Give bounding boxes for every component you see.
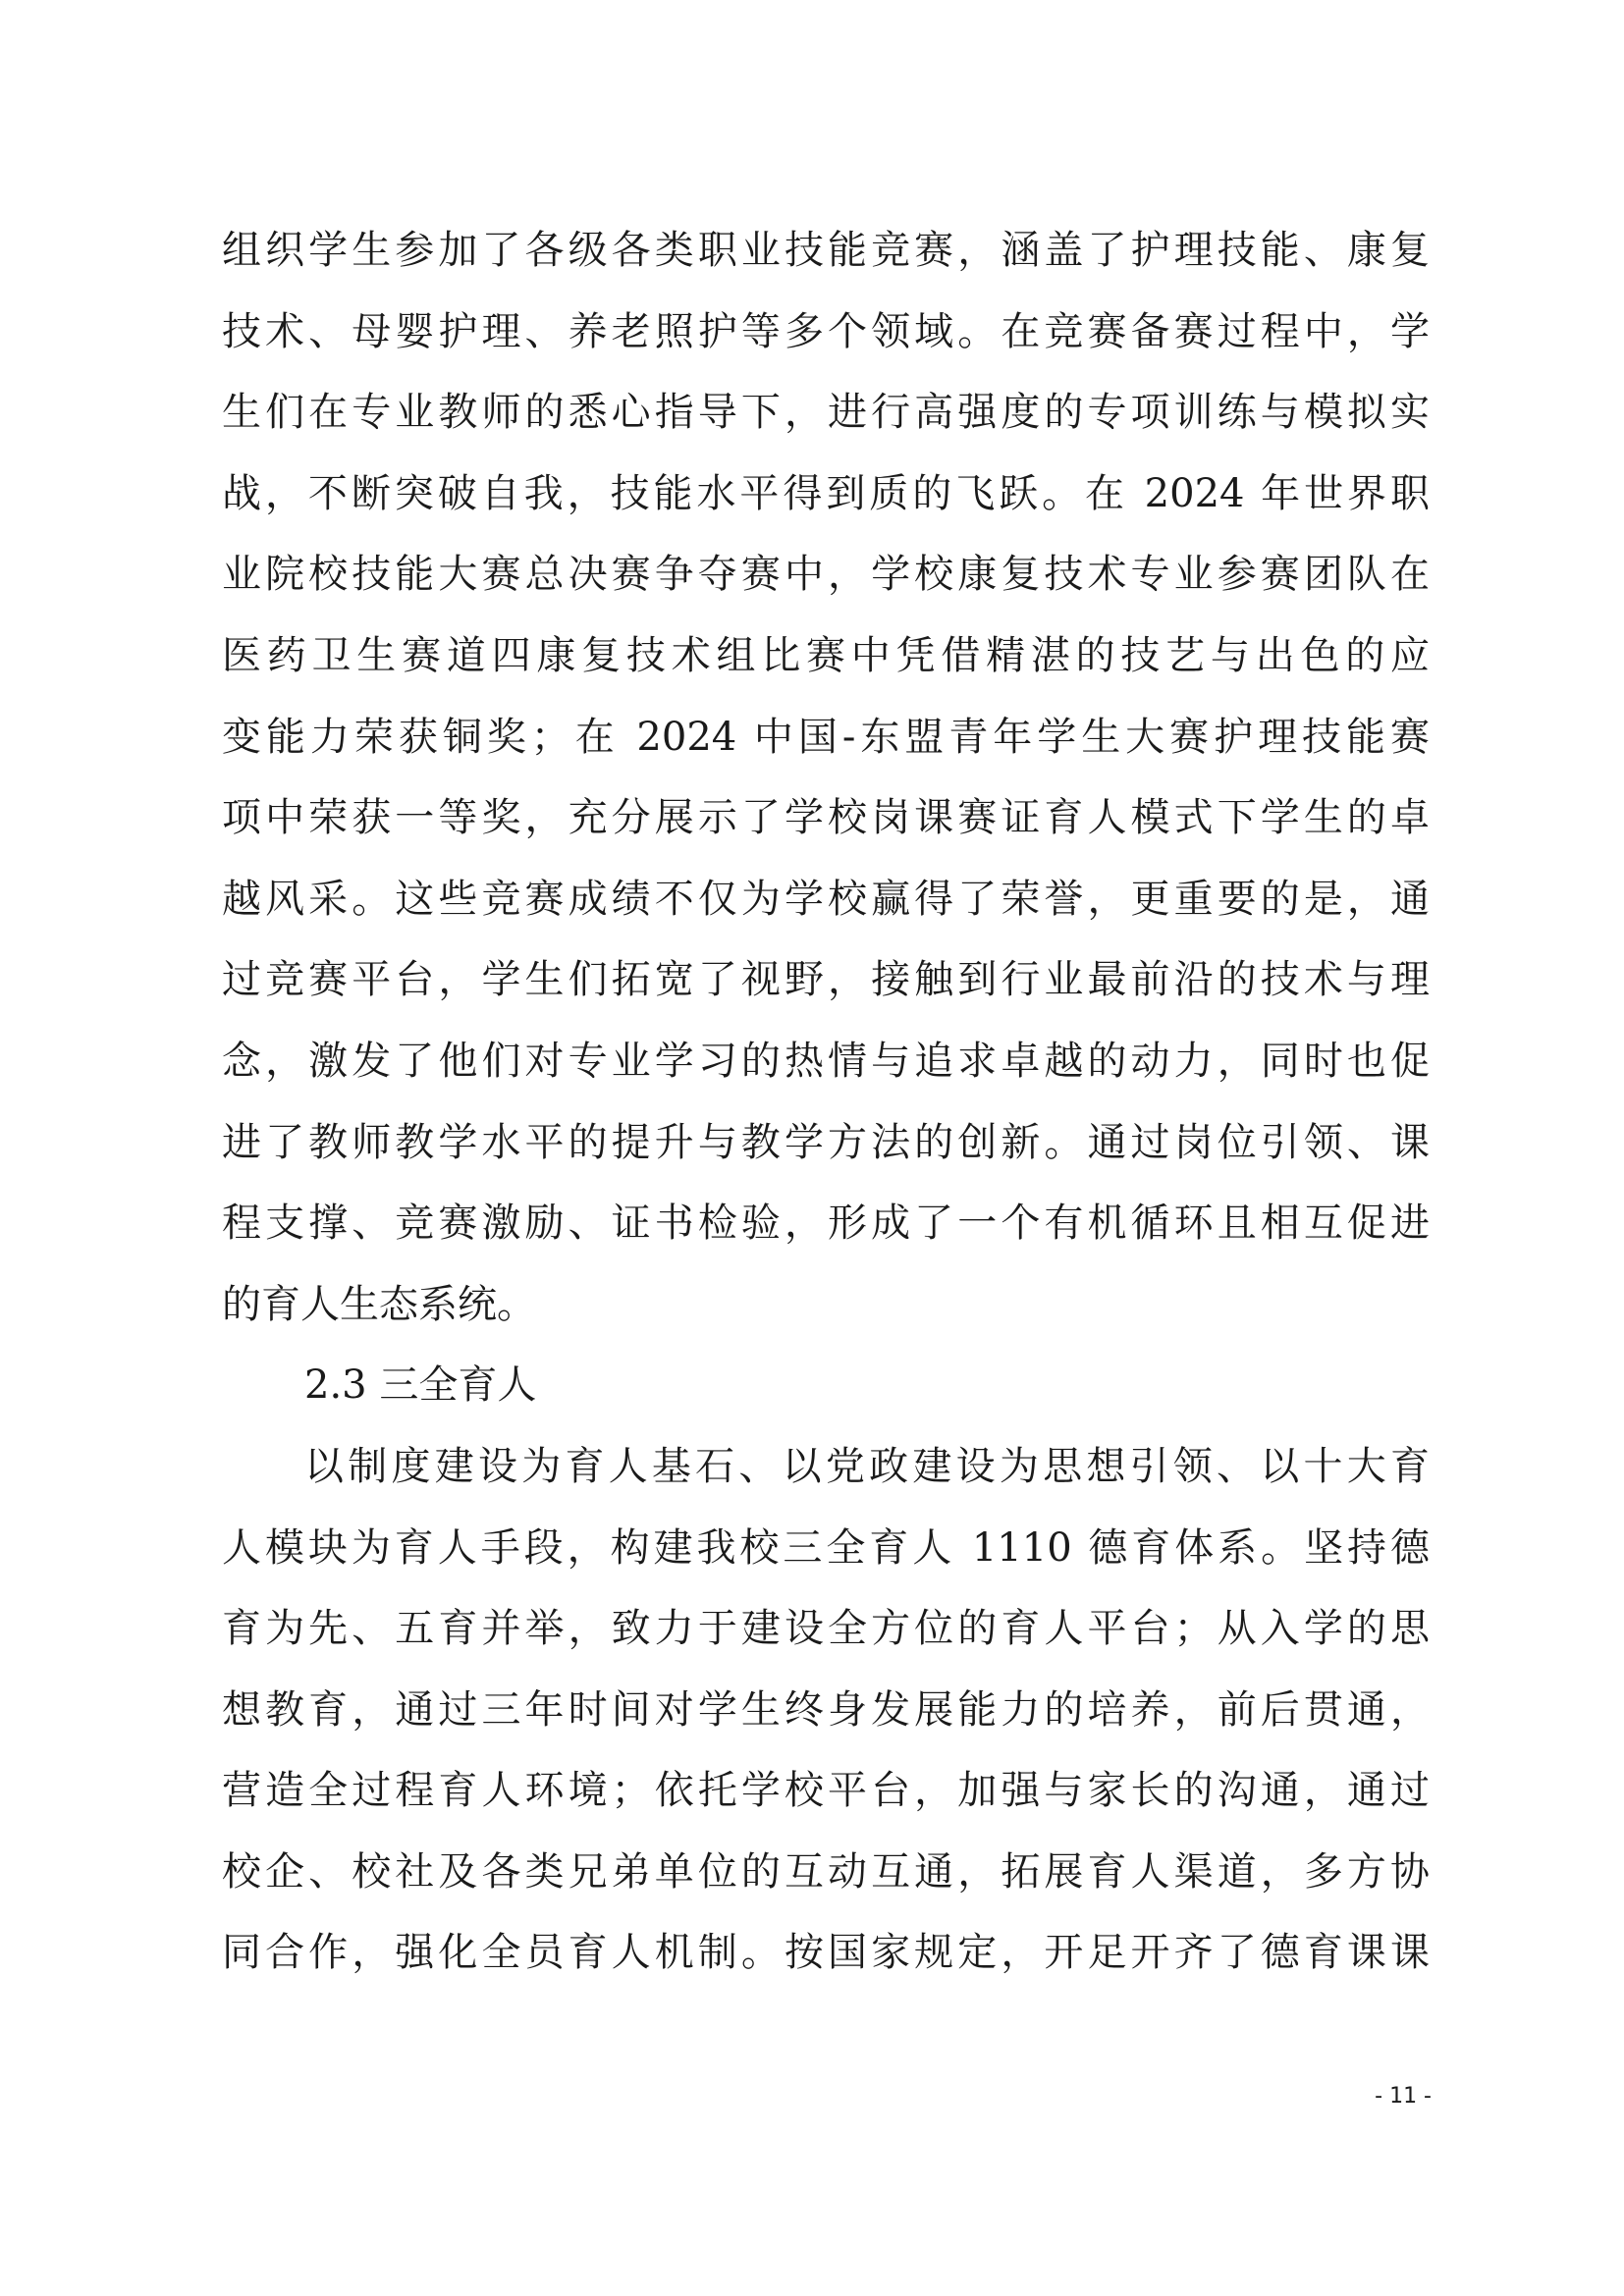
text-line: 组织学生参加了各级各类职业技能竞赛，涵盖了护理技能、康复 xyxy=(222,228,1430,273)
text-line: 人模块为育人手段，构建我校三全育人 1110 德育体系。坚持德 xyxy=(222,1524,1430,1571)
page-number: - 11 - xyxy=(1375,2084,1432,2109)
text-line: 营造全过程育人环境；依托学校平台，加强与家长的沟通，通过 xyxy=(222,1768,1430,1814)
text-line: 进了教师教学水平的提升与教学方法的创新。通过岗位引领、课 xyxy=(222,1119,1430,1165)
text-line: 校企、校社及各类兄弟单位的互动互通，拓展育人渠道，多方协 xyxy=(222,1848,1430,1895)
body-text xyxy=(222,210,1430,1994)
text-line: 医药卫生赛道四康复技术组比赛中凭借精湛的技艺与出色的应 xyxy=(222,632,1430,678)
text-line: 育为先、五育并举，致力于建设全方位的育人平台；从入学的思 xyxy=(222,1606,1430,1652)
text-line: 同合作，强化全员育人机制。按国家规定，开足开齐了德育课课 xyxy=(222,1930,1430,1976)
text-line: 越风采。这些竞赛成绩不仅为学校赢得了荣誉，更重要的是，通 xyxy=(222,876,1430,922)
text-line: 想教育，通过三年时间对学生终身发展能力的培养，前后贯通， xyxy=(222,1686,1430,1733)
text-line: 战，不断突破自我，技能水平得到质的飞跃。在 2024 年世界职 xyxy=(222,470,1430,516)
section-heading: 2.3 三全育人 xyxy=(304,1362,537,1409)
text-line: 生们在专业教师的悉心指导下，进行高强度的专项训练与模拟实 xyxy=(222,390,1430,436)
text-line: 过竞赛平台，学生们拓宽了视野，接触到行业最前沿的技术与理 xyxy=(222,957,1430,1003)
text-line: 业院校技能大赛总决赛争夺赛中，学校康复技术专业参赛团队在 xyxy=(222,552,1430,598)
text-line: 项中荣获一等奖，充分展示了学校岗课赛证育人模式下学生的卓 xyxy=(222,795,1430,841)
text-line: 变能力荣获铜奖；在 2024 中国-东盟青年学生大赛护理技能赛 xyxy=(222,714,1430,760)
text-line: 的育人生态系统。 xyxy=(222,1281,536,1327)
text-line: 念，激发了他们对专业学习的热情与追求卓越的动力，同时也促 xyxy=(222,1038,1430,1084)
text-line: 以制度建设为育人基石、以党政建设为思想引领、以十大育 xyxy=(304,1443,1430,1489)
text-line: 程支撑、竞赛激励、证书检验，形成了一个有机循环且相互促进 xyxy=(222,1201,1430,1247)
text-line: 技术、母婴护理、养老照护等多个领域。在竞赛备赛过程中，学 xyxy=(222,308,1430,354)
